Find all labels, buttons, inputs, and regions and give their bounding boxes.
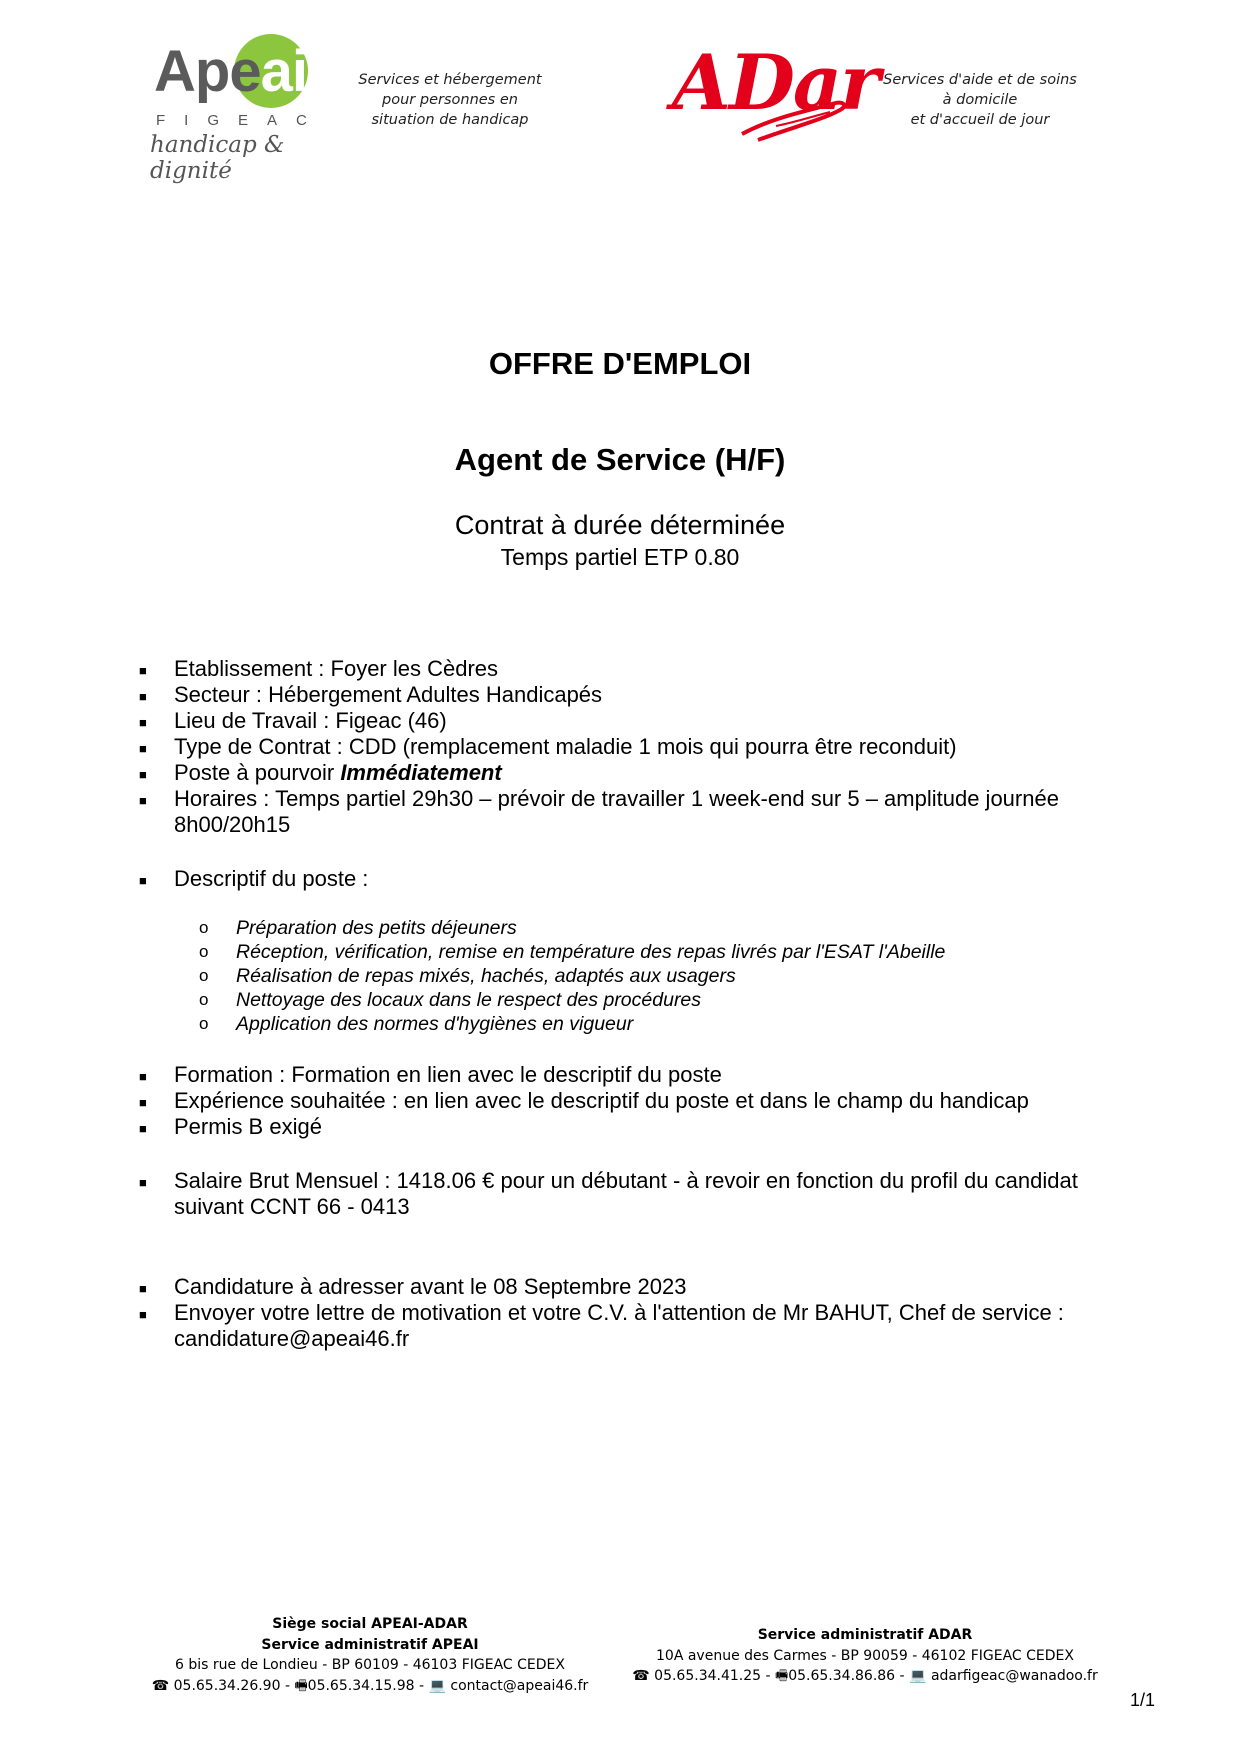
- adar-logo-hands: [672, 38, 872, 148]
- footer-email[interactable]: contact@apeai46.fr: [450, 1677, 589, 1694]
- descriptif-item: Nettoyage des locaux dans le respect des procédures: [236, 989, 702, 1011]
- footer-heading: Siège social APEAI-ADAR: [272, 1616, 468, 1632]
- note-line: à domicile: [942, 92, 1018, 108]
- apeai-logo-tagline: handicap & dignité: [150, 132, 285, 184]
- descriptif-item: Réalisation de repas mixés, hachés, adaptés aux usagers: [236, 965, 736, 987]
- apeai-logo-word: Apeai: [154, 39, 307, 104]
- bullet-square: ■: [139, 715, 147, 730]
- bullet-square: ■: [139, 741, 147, 756]
- note-line: Services et hébergement: [358, 72, 542, 88]
- footer-phone: 05.65.34.41.25: [654, 1668, 762, 1684]
- detail-permis: Permis B exigé: [174, 1114, 322, 1139]
- detail-etablissement: Etablissement : Foyer les Cèdres: [174, 656, 499, 681]
- bullet-circle: o: [199, 918, 209, 937]
- page-title: OFFRE D'EMPLOI: [488, 346, 752, 381]
- descriptif-item: Application des normes d'hygiènes en vigueur: [236, 1013, 634, 1035]
- computer-icon: 💻: [428, 1677, 446, 1694]
- poste-emphasis: Immédiatement: [340, 760, 502, 785]
- detail-horaires: Horaires : Temps partiel 29h30 – prévoir de travailler 1 week-end sur 5 – amplitude journée 8h00/20h15: [174, 786, 1059, 837]
- phone-icon: ☎: [632, 1668, 650, 1684]
- bullet-circle: o: [199, 1014, 209, 1033]
- poste-prefix: Poste à pourvoir: [174, 760, 341, 785]
- contract-type: Contrat à durée déterminée: [454, 510, 786, 540]
- note-line: et d'accueil de jour: [910, 112, 1050, 128]
- page-number: 1/1: [1130, 1690, 1156, 1710]
- descriptif-item: Réception, vérification, remise en température des repas livrés par l'ESAT l'Abeille: [236, 941, 946, 963]
- footer-adar: [630, 1625, 1100, 1687]
- detail-candidature: Candidature à adresser avant le 08 Septembre 2023: [174, 1274, 687, 1299]
- detail-poste: [174, 760, 1124, 786]
- adar-services-note: [865, 70, 1095, 130]
- footer-contacts: ☎ 05.65.34.41.25 - 🖷05.65.34.86.86 - 💻 adarfigeac@wanadoo.fr: [632, 1668, 1098, 1684]
- adar-logo-word: ADar: [672, 38, 879, 127]
- note-line: situation de handicap: [371, 112, 529, 128]
- footer-phone: 05.65.34.26.90: [173, 1677, 281, 1694]
- detail-secteur: Secteur : Hébergement Adultes Handicapés: [174, 682, 603, 707]
- bullet-square: ■: [139, 767, 147, 782]
- footer-address: 6 bis rue de Londieu - BP 60109 - 46103 FIGEAC CEDEX: [175, 1657, 565, 1673]
- bullet-square: ■: [139, 793, 147, 808]
- footer-email[interactable]: adarfigeac@wanadoo.fr: [930, 1668, 1098, 1684]
- fax-icon: 🖷: [294, 1677, 308, 1694]
- note-line: Services d'aide et de soins: [883, 72, 1077, 88]
- footer-apeai: [140, 1614, 600, 1696]
- computer-icon: 💻: [909, 1668, 927, 1684]
- footer-fax: 05.65.34.15.98: [307, 1677, 415, 1694]
- bullet-circle: o: [199, 942, 209, 961]
- bullet-square: ■: [139, 1307, 147, 1322]
- job-title: Agent de Service (H/F): [454, 442, 786, 477]
- footer-fax: 05.65.34.86.86: [788, 1668, 896, 1684]
- bullet-circle: o: [199, 966, 209, 985]
- detail-formation: Formation : Formation en lien avec le descriptif du poste: [174, 1062, 722, 1087]
- detail-salaire: Salaire Brut Mensuel : 1418.06 € pour un débutant - à revoir en fonction du profil du candidat suivant CCNT 66 - 0413: [174, 1168, 1078, 1219]
- bullet-square: ■: [139, 1175, 147, 1190]
- detail-experience: Expérience souhaitée : en lien avec le descriptif du poste et dans le champ du handicap: [174, 1088, 1029, 1113]
- apeai-logo: [150, 32, 326, 184]
- detail-envoyer: Envoyer votre lettre de motivation et votre C.V. à l'attention de Mr BAHUT, Chef de service : candidature@apeai46.fr: [174, 1300, 1064, 1351]
- detail-lieu: Lieu de Travail : Figeac (46): [174, 708, 447, 733]
- apeai-services-note: [340, 70, 560, 130]
- detail-type-contrat: Type de Contrat : CDD (remplacement maladie 1 mois qui pourra être reconduit): [174, 734, 957, 759]
- footer-address: 10A avenue des Carmes - BP 90059 - 46102 FIGEAC CEDEX: [656, 1647, 1074, 1664]
- work-time: Temps partiel ETP 0.80: [500, 544, 740, 570]
- bullet-square: ■: [139, 1069, 147, 1084]
- apeai-logo-city: FIGEAC: [156, 112, 326, 129]
- bullet-square: ■: [139, 1095, 147, 1110]
- fax-icon: 🖷: [775, 1668, 789, 1684]
- bullet-square: ■: [139, 1281, 147, 1296]
- descriptif-item: Préparation des petits déjeuners: [236, 917, 517, 939]
- footer-subheading: Service administratif APEAI: [261, 1636, 479, 1653]
- phone-icon: ☎: [151, 1677, 170, 1694]
- bullet-square: ■: [139, 873, 147, 888]
- adar-logo: [672, 38, 879, 148]
- bullet-square: ■: [139, 663, 147, 678]
- detail-descriptif: Descriptif du poste :: [174, 866, 369, 891]
- bullet-circle: o: [199, 990, 209, 1009]
- bullet-square: ■: [139, 1121, 147, 1136]
- footer-contacts: ☎ 05.65.34.26.90 - 🖷05.65.34.15.98 - 💻 contact@apeai46.fr: [151, 1677, 589, 1694]
- footer-heading: Service administratif ADAR: [757, 1627, 973, 1643]
- bullet-square: ■: [139, 689, 147, 704]
- note-line: pour personnes en: [382, 92, 518, 108]
